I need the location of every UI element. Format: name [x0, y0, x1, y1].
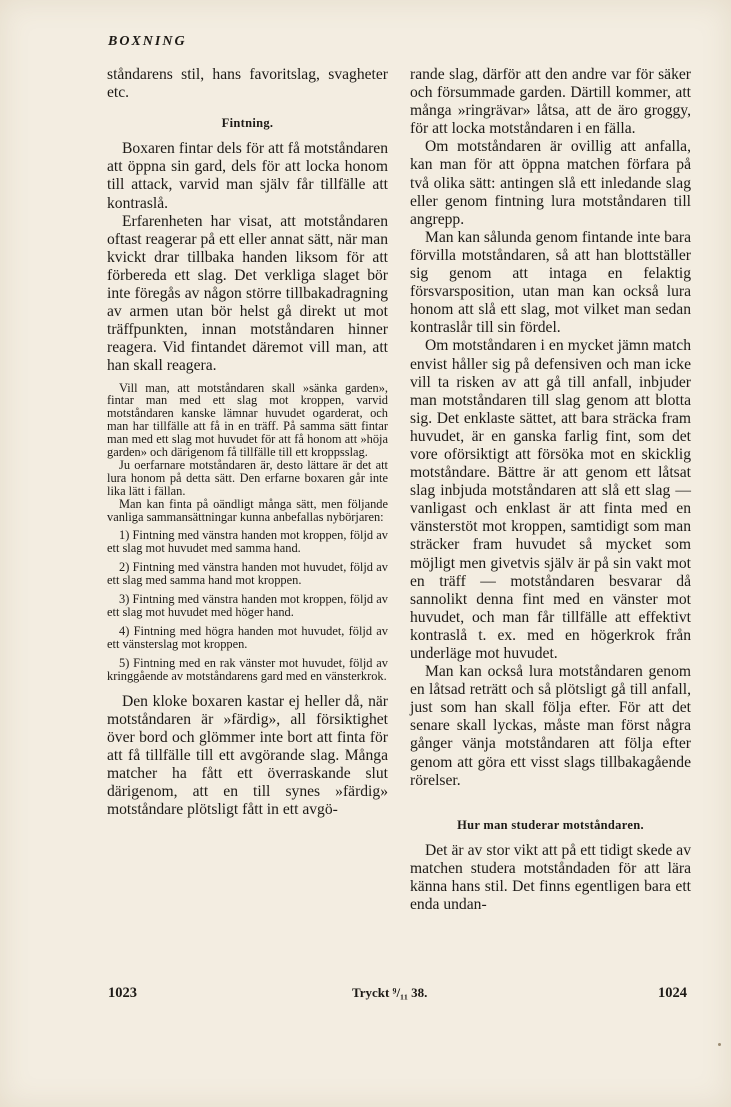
small-paragraph: Man kan finta på oändligt många sätt, men följande vanliga sammansättningar kunna anbefallas nybörjaren: [107, 496, 388, 524]
right-column [410, 66, 691, 914]
small-paragraph: Vill man, att motståndaren skall »sänka garden», fintar man med ett slag mot kroppen, varvid motståndaren kanske lämnar huvudet ogarderat, och man har tillfälle att få in en träff. På samma sätt fintar man med ett slag mot huvudet för att få honom att »höja garden» och därigenom få tillfälle till ett kroppsslag. [107, 380, 388, 460]
small-paragraph: Ju oerfarnare motståndaren är, desto lättare är det att lura honom på detta sätt. Den erfarne boxaren går inte lika lätt i fällan. [107, 457, 388, 498]
paragraph: Boxaren fintar dels för att få motståndaren att öppna sin gard, dels för att locka honom till attack, varvid man själv får tillfälle att kontraslå. [107, 140, 388, 212]
paper-speck [718, 1043, 721, 1046]
section-heading-studera: Hur man studerar motståndaren. [457, 817, 644, 832]
paragraph: Den kloke boxaren kastar ej heller då, när motståndaren är »färdig», all försiktighet över bord och glömmer inte bort att finta för att få tillfälle till ett avgörande slag. Många matcher ha fått ett överraskande slut därigenom, att en till synes »färdig» motståndare plötsligt fått in ett avgö- [107, 692, 388, 819]
continued-paragraph: rande slag, därför att den andre var för säker och försummade garden. Därtill kommer, att många »ringrävar» låtsa, att de äro groggy, för att locka motståndaren i en fälla. [410, 66, 691, 138]
paragraph: Om motståndaren är ovillig att anfalla, kan man för att öppna matchen förfara på två olika sätt: antingen slå ett inledande slag eller genom fintning lura motståndaren till angrepp. [410, 138, 691, 228]
page-number-left: 1023 [108, 985, 137, 1001]
left-column [107, 66, 388, 819]
print-date-note: Tryckt ⁹/₁₁ 38. [352, 985, 428, 1000]
list-item: 2) Fintning med vänstra handen mot huvudet, följd av ett slag med samma hand mot kroppen. [107, 560, 388, 588]
page-number-right: 1024 [658, 985, 687, 1001]
section-heading-fintning: Fintning. [221, 116, 274, 131]
paragraph: Man kan också lura motståndaren genom en låtsad reträtt och så plötsligt gå till anfall, just som han skall följa efter. För att det senare skall lyckas, måste man först några gånger vänja motståndaren att följa efter genom att göra ett visst slags tillbakagående rörelser. [410, 663, 691, 789]
paragraph: Erfarenheten har visat, att motståndaren oftast reagerar på ett eller annat sätt, när man kvickt drar tillbaka handen liksom för att förbereda ett slag. Det verkliga slaget bör inte föregås av någon större tillbakadragning av armen utan bör helst gå direkt ut mot träffpunkten, innan motståndaren hinner reagera. Vid fintandet däremot vill man, att han skall reagera. [107, 212, 388, 375]
feint-list [107, 529, 388, 682]
list-item: 3) Fintning med vänstra handen mot kroppen, följd av ett slag mot huvudet med höger hand. [107, 592, 388, 619]
paragraph: Det är av stor vikt att på ett tidigt skede av matchen studera motståndaden för att lära känna hans stil. Det finns egentligen bara ett enda undan- [410, 841, 691, 914]
paragraph: Om motståndaren i en mycket jämn match envist håller sig på defensiven och man icke vill ta risken av att gå till anfall, inbjuder man motståndaren till slag genom att blotta sig. Det enklaste sättet, att bara sträcka fram huvudet, är en ganska farlig fint, som det vore oförsiktigt att försöka mot en skicklig motståndare. Bättre är att genom ett låtsat slag inbjuda motståndaren att slå ett slag — vanligast och enklast är att finta med en vänsterstöt mot kroppen, samtidigt som man sträcker fram huvudet så mycket som möjligt men givetvis själv är på sin vakt mot en träff — motståndaren besvarar då sannolikt denna fint med en vänster mot huvudet, och man får tillfälle att effektivt kontraslå t. ex. med en högerkrok från underläge mot huvudet. [410, 337, 691, 662]
list-item: 5) Fintning med en rak vänster mot huvudet, följd av kringgående av motståndarens gard med en vänsterkrok. [107, 655, 388, 683]
running-title: BOXNING [108, 34, 187, 49]
paragraph: Man kan sålunda genom fintande inte bara förvilla motståndaren, så att han blottställer sig genom att intaga en felaktig försvarsposition, utan man kan också lura honom att slå ett slag, mot vilket man sedan kontraslår till sin fördel. [410, 228, 691, 337]
small-print-block [107, 382, 388, 683]
list-item: 1) Fintning med vänstra handen mot kroppen, följd av ett slag mot huvudet med samma hand. [107, 528, 388, 556]
intro-paragraph: ståndarens stil, hans favoritslag, svagheter etc. [107, 66, 388, 102]
list-item: 4) Fintning med högra handen mot huvudet, följd av ett vänsterslag mot kroppen. [107, 623, 388, 651]
